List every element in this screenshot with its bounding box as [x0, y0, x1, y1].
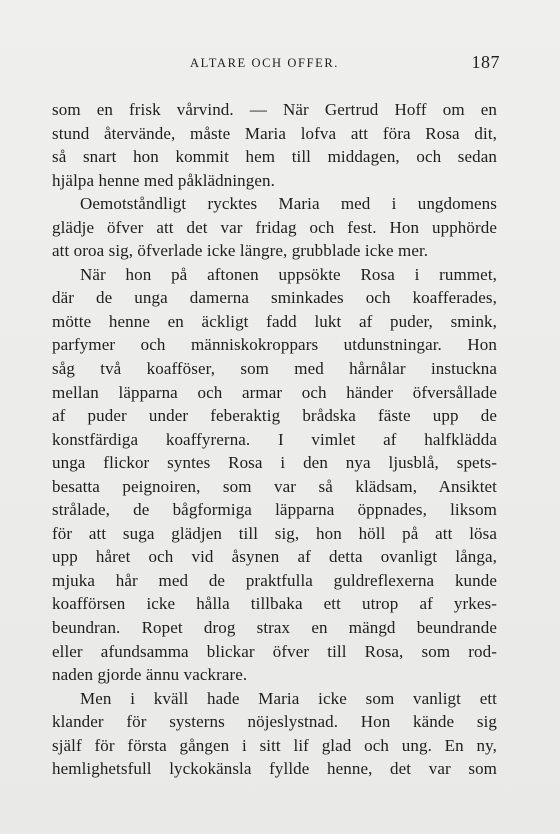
text-line: unga flickor syntes Rosa i den nya ljusblå, spets- [52, 453, 497, 473]
text-line: såg två koafföser, som med hårnålar instuckna [52, 359, 497, 379]
text-line: strålade, de bågformiga läpparna öppnades, liksom [52, 500, 497, 520]
text-line: konstfärdiga koaffyrerna. I vimlet af halfklädda [52, 429, 497, 449]
text-line: Men i kväll hade Maria icke som vanligt ett [80, 688, 497, 708]
text-line: för att suga glädjen till sig, hon höll på att lösa [52, 523, 497, 543]
text-line: klander för systerns nöjeslystnad. Hon kände sig [52, 712, 497, 732]
text-line: upp håret och vid åsynen af detta ovanligt långa, [52, 547, 497, 567]
text-line: så snart hon kommit hem till middagen, och sedan [52, 147, 497, 167]
text-line: som en frisk vårvind. — När Gertrud Hoff om en [52, 100, 497, 119]
text-line: att oroa sig, öfverlade icke längre, grubblade icke mer. [52, 241, 429, 261]
text-line: glädje öfver att det var fridag och fest. Hon upphörde [52, 217, 497, 237]
text-line: parfymer och människokroppars utdunstningar. Hon [52, 335, 497, 355]
text-line: hjälpa henne med påklädningen. [52, 170, 275, 190]
page-header [52, 52, 500, 76]
body-text [52, 98, 497, 781]
running-head: ALTARE OCH OFFER. [190, 56, 340, 70]
text-line: beundran. Ropet drog strax en mängd beundrande [52, 618, 497, 638]
text-line: hemlighetsfull lyckokänsla fyllde henne, det var som [52, 759, 497, 779]
text-line: mjuka hår med de praktfulla guldreflexerna kunde [52, 570, 497, 590]
text-line: När hon på aftonen uppsökte Rosa i rummet, [80, 264, 497, 284]
text-line: af puder under feberaktig brådska fäste upp de [52, 406, 497, 426]
text-line: mötte henne en äckligt fadd lukt af puder, smink, [52, 311, 497, 331]
text-line: där de unga damerna sminkades och koafferades, [52, 288, 497, 308]
text-line: besatta peignoiren, som var så klädsam, Ansiktet [52, 476, 497, 496]
text-line: eller afundsamma blickar öfver till Rosa, som rod- [52, 641, 497, 661]
text-line: mellan läpparna och armar och händer öfversållade [52, 382, 497, 402]
text-line: stund återvände, måste Maria lofva att föra Rosa dit, [52, 123, 497, 143]
text-line: koafförsen icke hålla tillbaka ett utrop af yrkes- [52, 594, 497, 614]
page-number: 187 [471, 52, 500, 72]
text-line: Oemotståndligt rycktes Maria med i ungdomens [80, 194, 497, 214]
text-line: själf för första gången i sitt lif glad och ung. En ny, [52, 735, 497, 755]
text-line: naden gjorde ännu vackrare. [52, 665, 248, 685]
